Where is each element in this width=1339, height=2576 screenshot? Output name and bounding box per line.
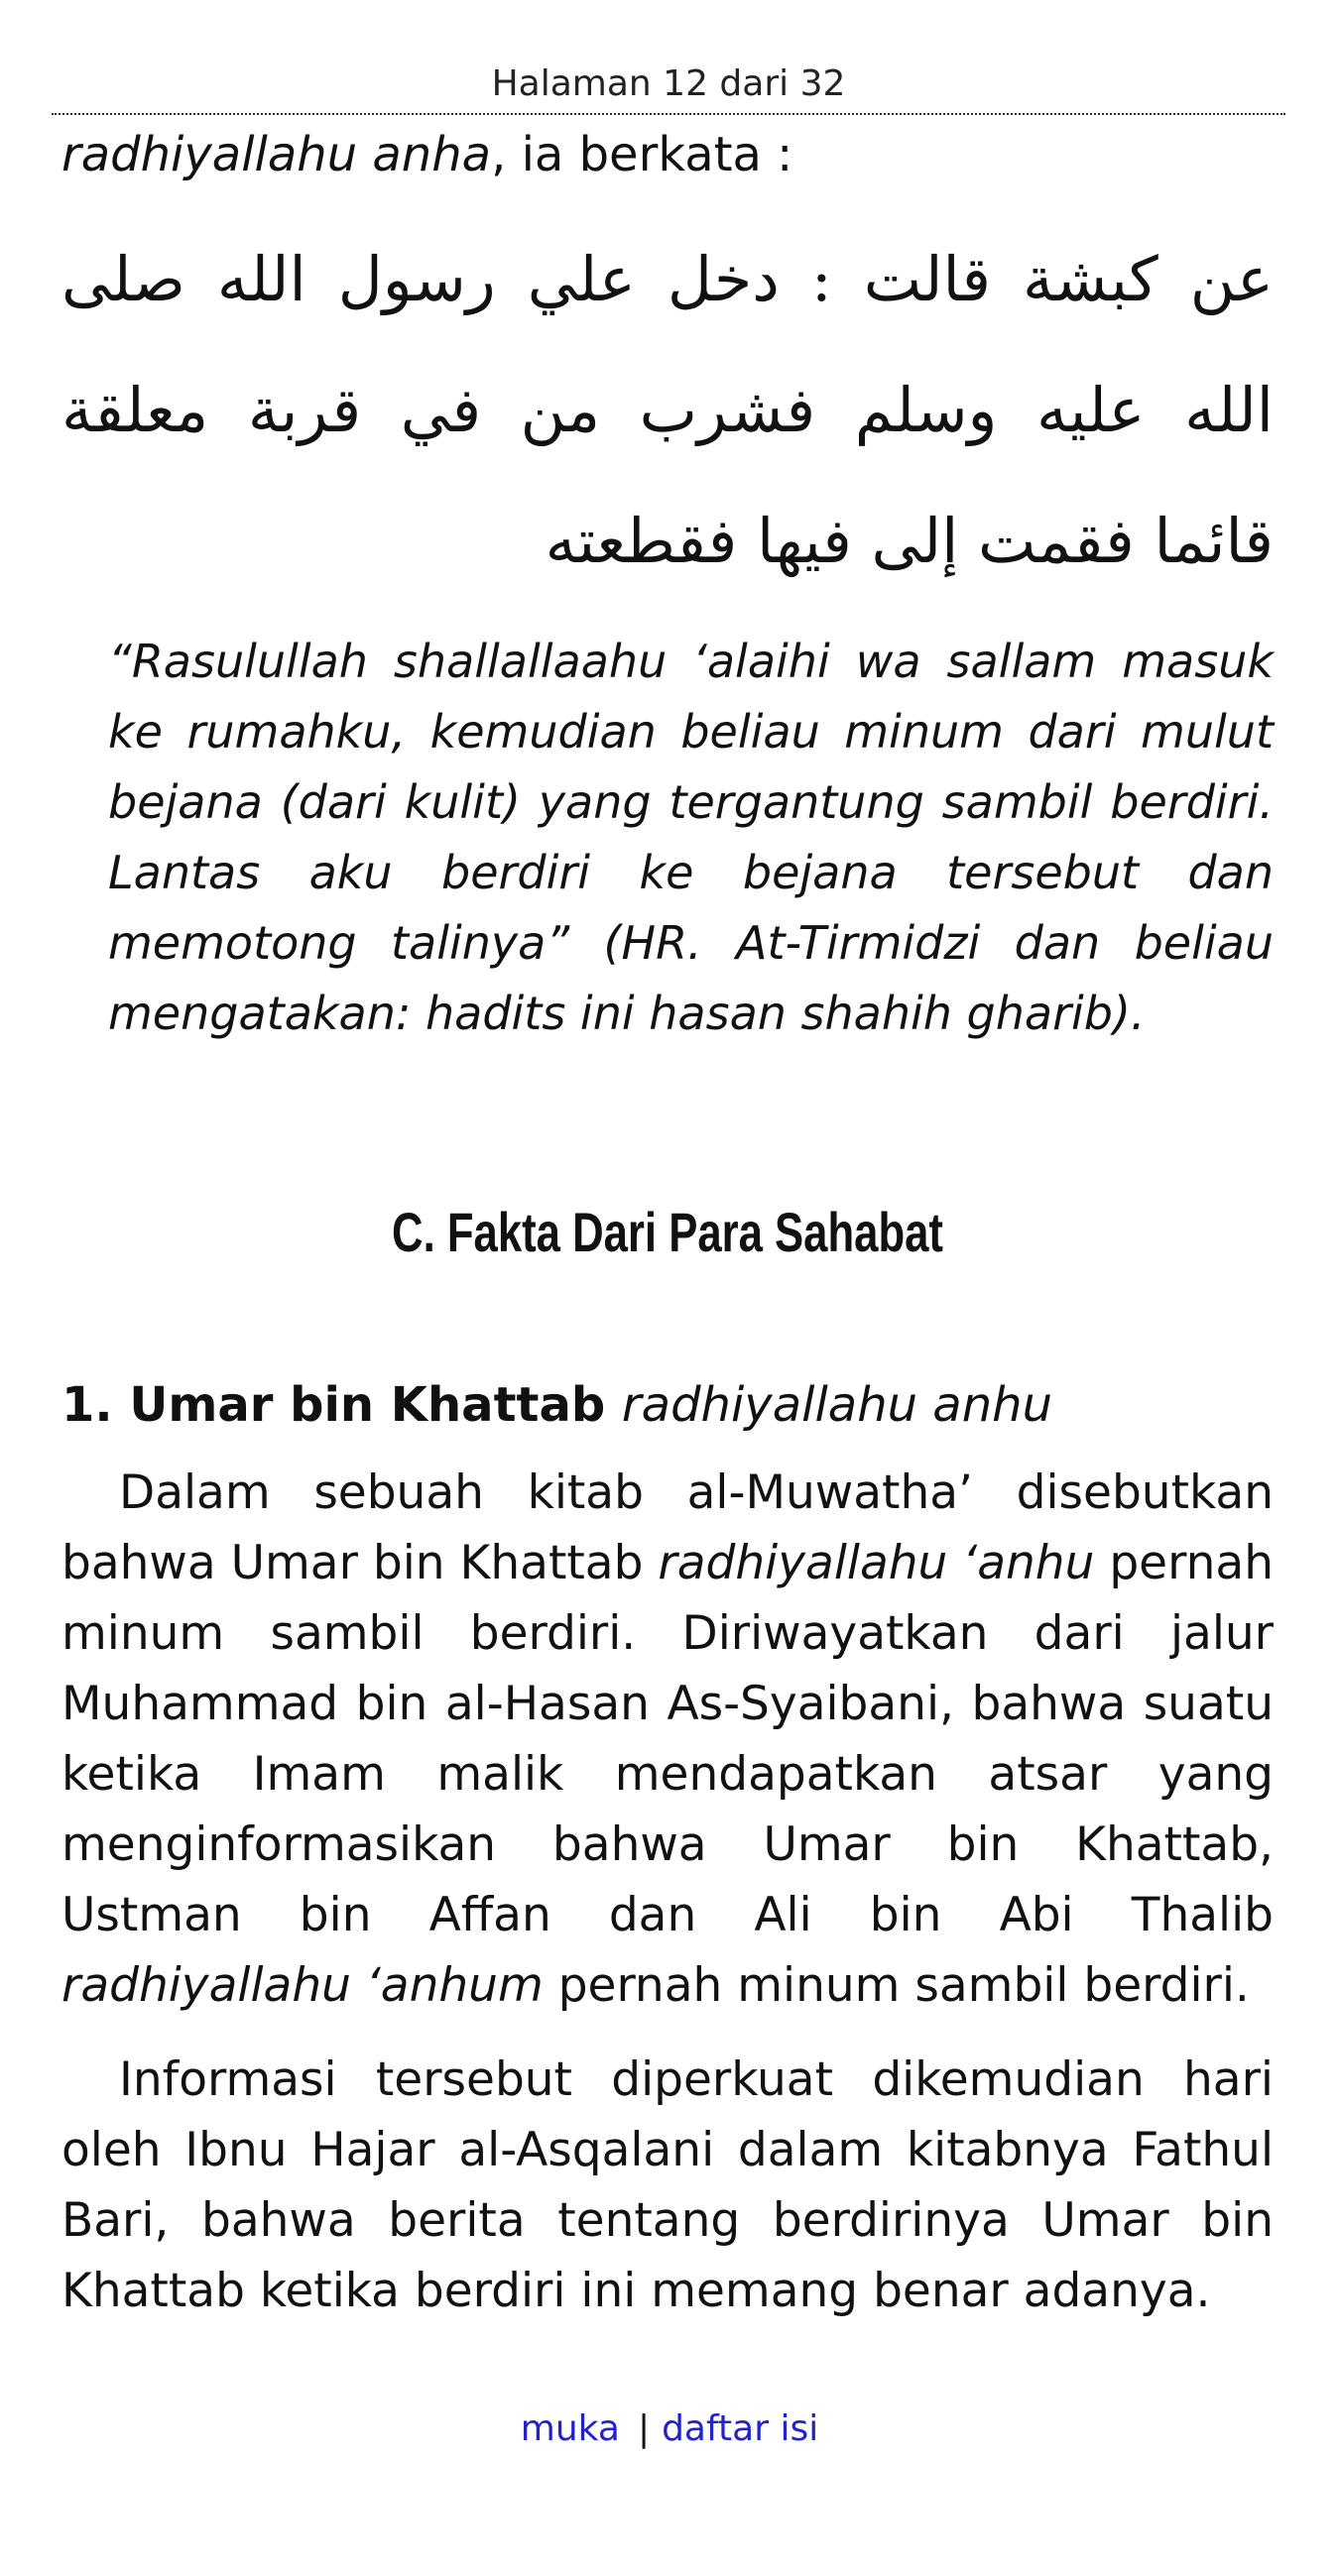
page-indicator: Halaman 12 dari 32 <box>491 63 846 104</box>
subsection-title-bold: 1. Umar bin Khattab <box>61 1377 606 1433</box>
hadith-arabic: عن كبشة قالت : دخل علي رسول الله صلى الله عليه وسلم فشرب من في قربة معلقة قائما فقمت إلى فيها فقطعته <box>61 243 1274 577</box>
intro-line <box>61 119 1274 190</box>
paragraph-1-part-1: Dalam sebuah kitab al-Muwatha’ disebutkan bahwa Umar bin Khattab <box>61 1465 1274 1590</box>
subsection-title <box>61 1370 1274 1440</box>
paragraph-1-italic-2: radhiyallahu ‘anhum <box>61 1958 544 2013</box>
intro-text: , ia berkata : <box>491 127 793 182</box>
page-header <box>52 56 1285 115</box>
table-of-contents-link[interactable]: daftar isi <box>662 2408 819 2449</box>
page-content <box>61 119 1274 2326</box>
paragraph-1-part-2: pernah minum sambil berdiri. Diriwayatkan dari jalur Muhammad bin al-Hasan As-Syaibani, bahwa suatu ketika Imam malik mendapatkan atsar yang menginformasikan bahwa Umar bin Khattab, Ustman bin Affan dan Ali bin Abi Thalib <box>61 1536 1274 1942</box>
paragraph-1 <box>61 1458 1274 2021</box>
section-title: C. Fakta Dari Para Sahabat <box>392 1201 943 1263</box>
paragraph-2: Informasi tersebut diperkuat dikemudian hari oleh Ibnu Hajar al-Asqalani dalam kitabnya Fathul Bari, bahwa berita tentang berdirinya Umar bin Khattab ketika berdiri ini memang benar adanya. <box>61 2052 1274 2318</box>
intro-honorific: radhiyallahu anha <box>61 127 492 182</box>
footer-nav <box>0 2404 1339 2454</box>
subsection-title-italic: radhiyallahu anhu <box>621 1377 1052 1433</box>
paragraph-1-italic-1: radhiyallahu ‘anhu <box>658 1536 1095 1590</box>
hadith-translation: “Rasulullah shallallaahu ‘alaihi wa sallam masuk ke rumahku, kemudian beliau minum dari mulut bejana (dari kulit) yang tergantung sambil berdiri. Lantas aku berdiri ke bejana tersebut dan memotong talinya” (HR. At-Tirmidzi dan beliau mengatakan: hadits ini hasan shahih gharib). <box>108 635 1274 1040</box>
footer-separator: | <box>637 2408 651 2449</box>
front-page-link[interactable]: muka <box>520 2408 620 2449</box>
paragraph-1-part-3: pernah minum sambil berdiri. <box>543 1958 1250 2013</box>
